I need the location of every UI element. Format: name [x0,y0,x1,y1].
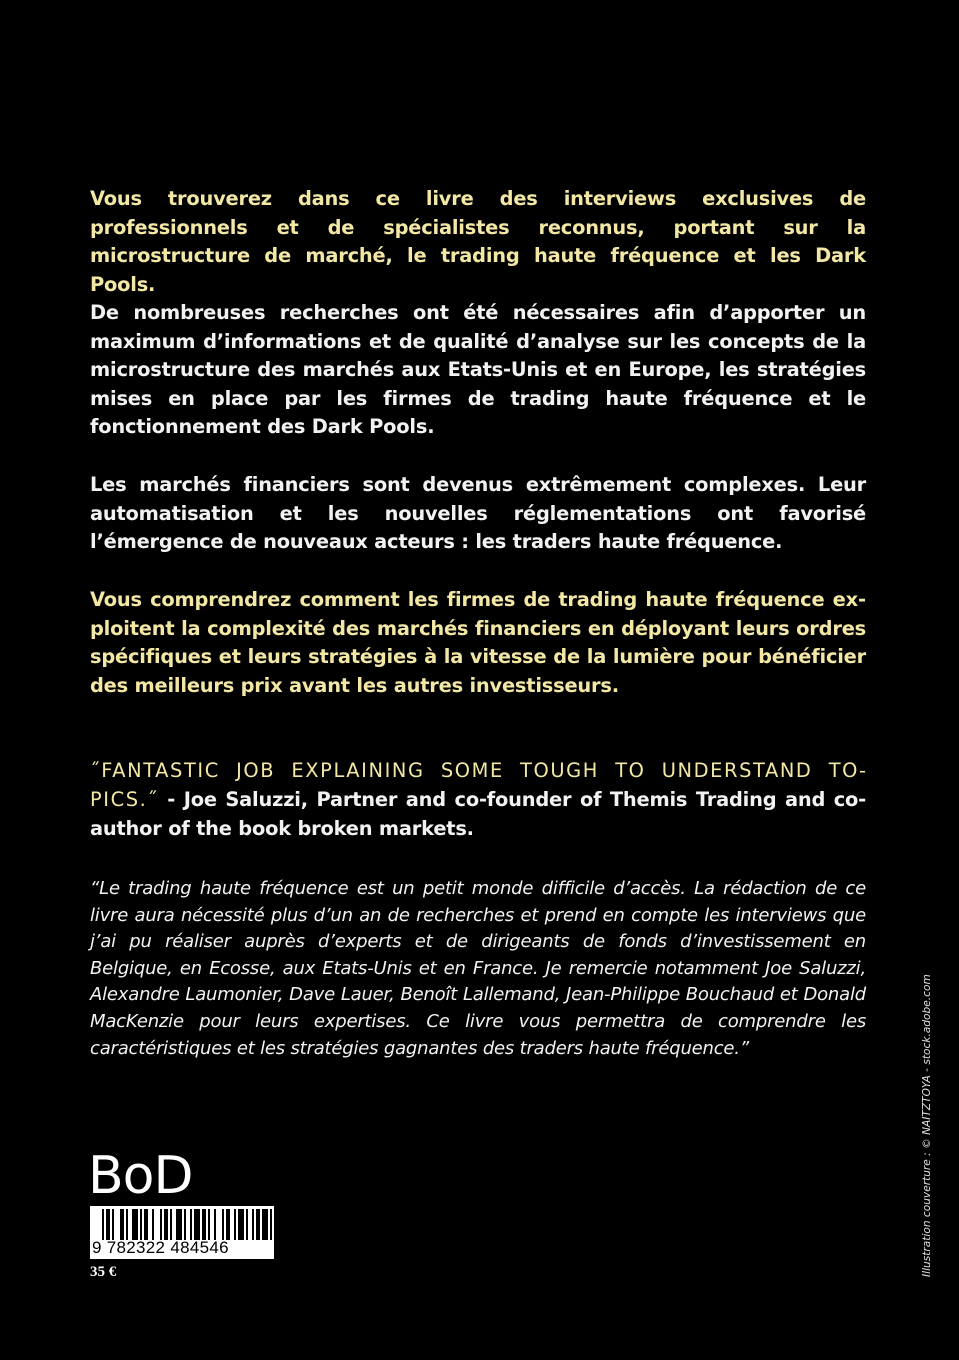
barcode-bar [152,1209,154,1240]
endorsement-attribution: - Joe Saluzzi, Partner and co-founder of Themis Trading and co-author of the book broken markets. [90,788,866,840]
hft-paragraph: Vous comprendrez comment les firmes de trading haute fréquence exploitent la complexité des marchés financiers en déployant leurs ordres spécifiques et leurs stratégies à la vitesse de la lumière pour bénéficier des meilleurs prix avant les autres investisseurs. [90,588,866,697]
barcode-bar [164,1209,168,1240]
intro-paragraph: Vous trouverez dans ce livre des interviews exclusives de professionnels et de spécialistes reconnus, portant sur la microstructure de marché, le trading haute fréquence et les Dark Pools. [90,187,866,296]
barcode-bar [112,1209,114,1240]
barcode-bars [102,1209,272,1240]
research-paragraph: De nombreuses recherches ont été nécessaires afin d’apporter un maximum d’informations et de qualité d’analyse sur les concepts de la microstructure des marchés aux Etats-Unis et en Europe, les stratégies mises en place par les firmes de trading haute fréquence et le fonctionnement des Dark Pools. [90,301,866,439]
barcode-bar [226,1209,230,1240]
barcode-bar [160,1209,162,1240]
cover-credit: Illustration couverture : © NAITZTOYA - stock.adobe.com [921,974,933,1277]
markets-paragraph: Les marchés financiers sont devenus extrêmement complexes. Leur automatisation et les nouvelles réglementations ont favorisé l’émergence de nouveaux acteurs : les traders haute fréquence. [90,473,866,554]
barcode-bar [234,1209,236,1240]
barcode-bar [120,1209,124,1240]
barcode-bar [140,1209,142,1240]
barcode-bar [222,1209,224,1240]
barcode-digits: 9 782322 484546 [92,1238,229,1257]
barcode-bar [126,1209,128,1240]
endorsement-quote [90,756,866,843]
barcode-bar [214,1209,216,1240]
barcode-bar [262,1209,268,1240]
barcode-bar [246,1209,248,1240]
price-label: 35 € [90,1264,117,1280]
barcode-bar [252,1209,254,1240]
barcode-bar [194,1209,200,1240]
barcode-bar [270,1209,272,1240]
isbn-barcode [90,1206,274,1259]
barcode-bar [176,1209,182,1240]
barcode-bar [144,1209,148,1240]
endorsement-text: ˝FANTASTIC JOB EXPLAINING SOME TOUGH TO UNDERSTAND TOPICS.˝ [90,759,866,811]
barcode-bar [102,1209,104,1240]
barcode-bar [132,1209,138,1240]
barcode-bar [190,1209,192,1240]
barcode-bar [202,1209,206,1240]
barcode-bar [170,1209,172,1240]
barcode-bar [106,1209,110,1240]
barcode-bar [208,1209,210,1240]
barcode-bar [238,1209,244,1240]
publisher-logo: BoD [88,1146,193,1206]
author-quote: “Le trading haute fréquence est un petit monde difficile d’accès. La rédaction de ce livre aura nécessité plus d’un an de recherches et prend en compte les interviews que j’ai pu réaliser auprès d’experts et de dirigeants de fonds d’investissement en Belgique, en Ecosse, aux Etats-Unis et en France. Je remercie notamment Joe Saluzzi, Alexandre Laumonier, Dave Lauer, Benoît Lallemand, Jean-Philippe Bouchaud et Donald MacKenzie pour leurs expertises. Ce livre vous permettra de comprendre les caractéristiques et les stratégies gagnantes des traders haute fréquence.” [90,878,866,1059]
barcode-bar [256,1209,260,1240]
barcode-bar [184,1209,186,1240]
